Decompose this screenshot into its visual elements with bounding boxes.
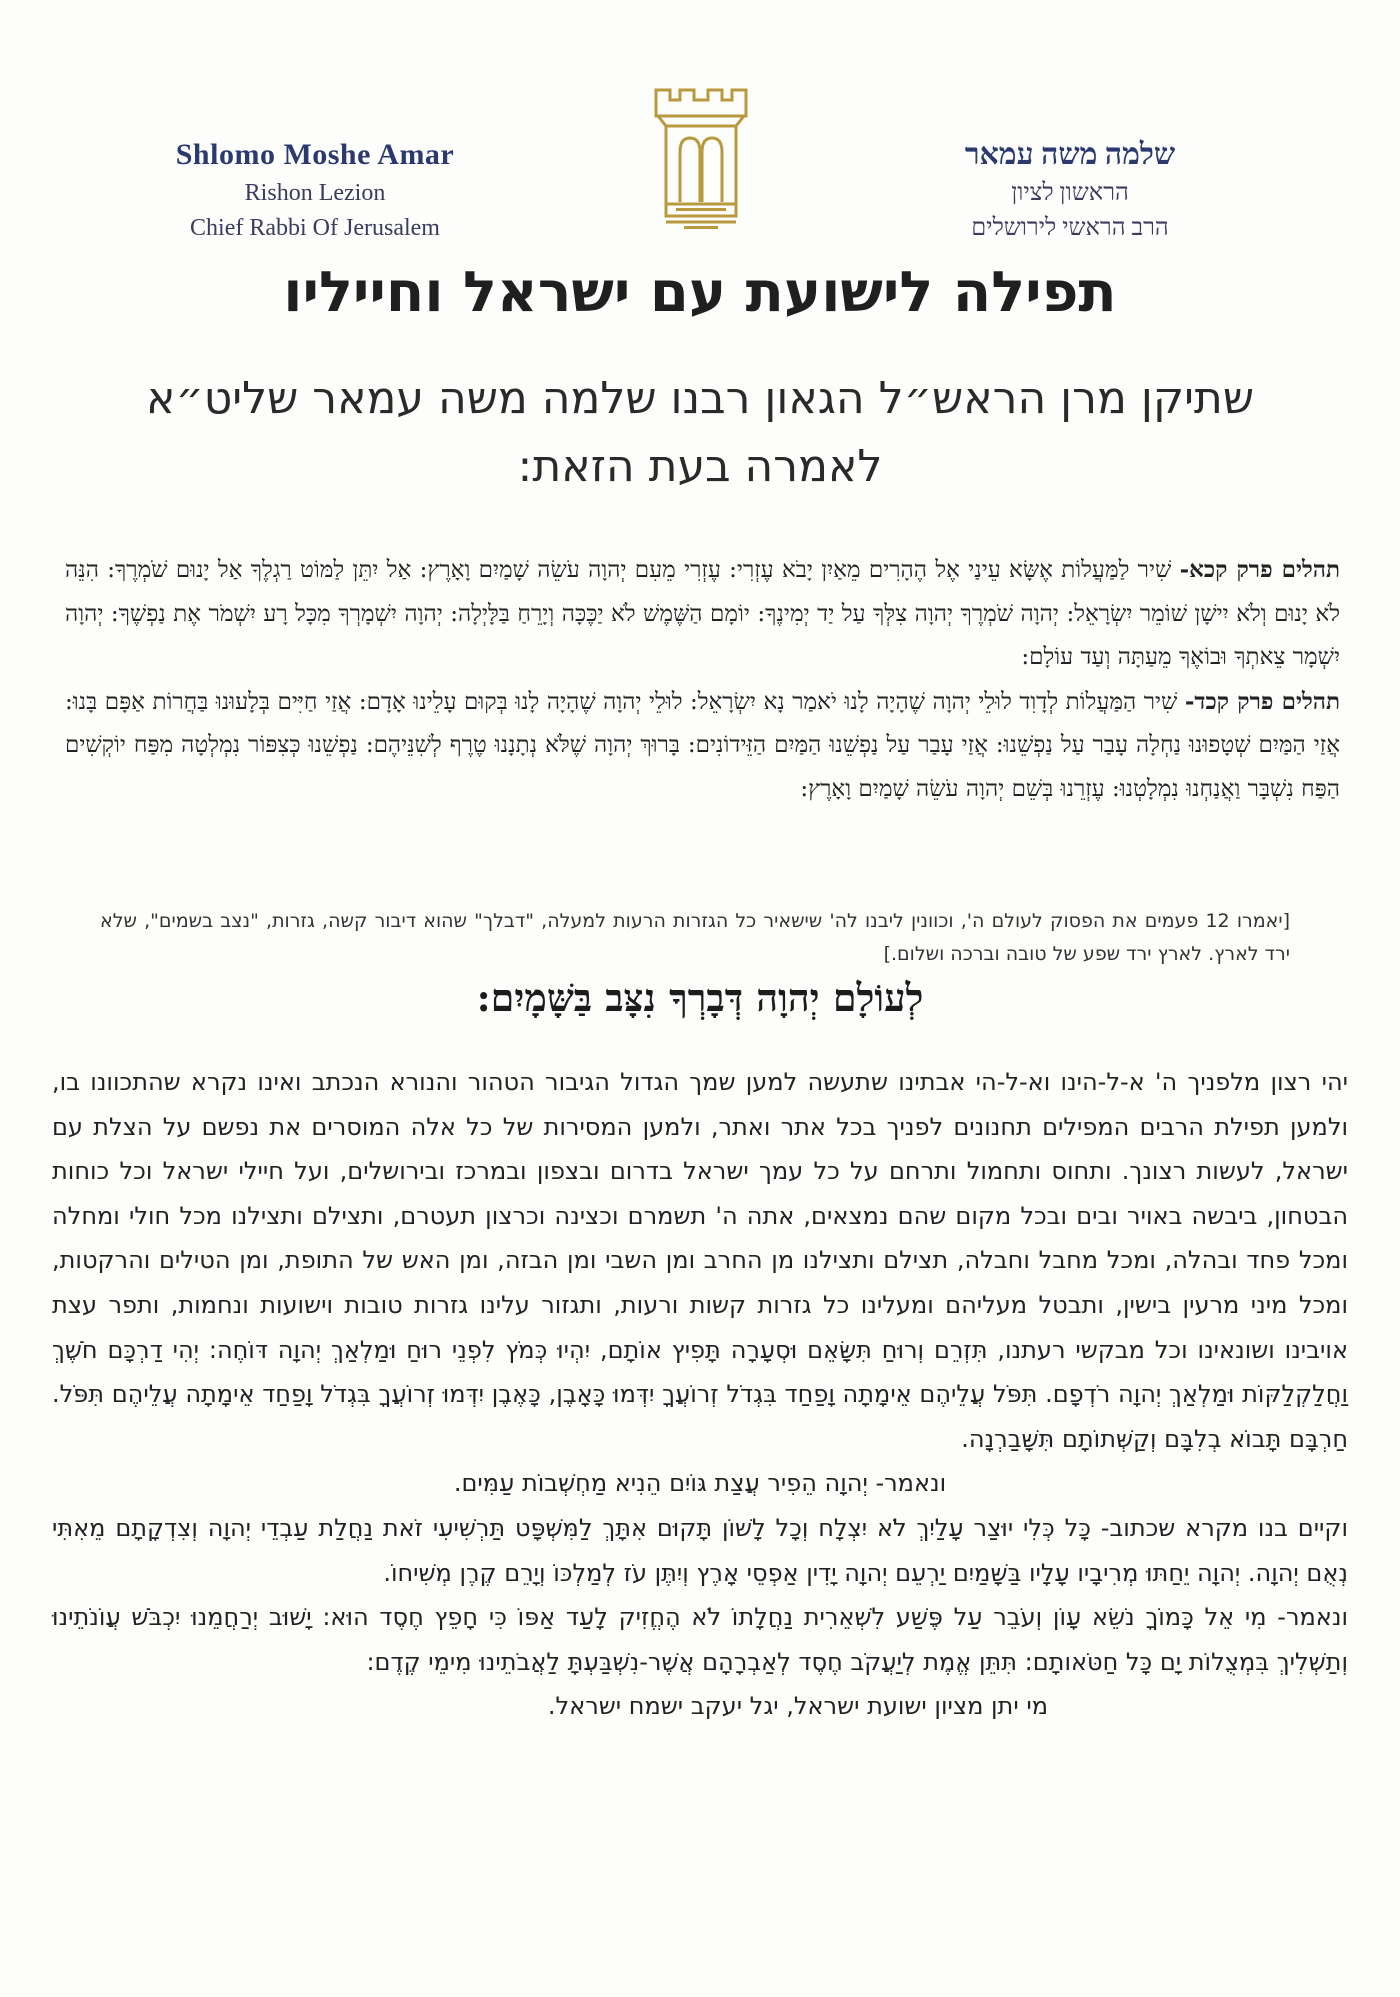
psalms-section [65,548,1340,811]
psalm-121 [65,548,1340,680]
prayer-paragraph-1: יהי רצון מלפניך ה' א-ל-הינו וא-ל-הי אבתינו שתעשה למען שמך הגדול הגיבור הטהור והנורא הנכתב ואינו נקרא שהתכוונו בו, ולמען תפילת הרבים המפילים תחנונים לפניך בכל אתר ואתר, ולמען המסירות של כל אלה המוסרים את נפשם על הצלת עם ישראל, לעשות רצונך. ותחוס ותחמול ותרחם על כל עמך ישראל בדרום ובצפון ובמרכז ובירושלים, ועל חיילי ישראל וכל כוחות הבטחון, ביבשה באויר ובים ובכל מקום שהם נמצאים, אתה ה' תשמרם וכצינה וכרצון תעטרם, ותצילם ותצילנו מכל חולי ומחלה ומכל פחד ובהלה, ומכל מחבל וחבלה, תצילם ותצילנו מן החרב ומן השבי ומן הבזה, ומן האש של התופת, ומן הטילים והרקטות, ומכל מיני מרעין בישין, ותבטל מעליהם ומעלינו כל גזרות קשות ורעות, ותגזור עלינו גזרות טובות וישועות ונחמות, ותפר עצת אויבינו ושונאינו וכל מבקשי רעתנו, תִּזְרֵם וְרוּחַ תִּשָּׂאֵם וּסְעָרָה תָּפִיץ אוֹתָם, יִהְיוּ כְּמֹץ לִפְנֵי רוּחַ וּמַלְאַךְ יְהוָה דּוֹחֶה: יְהִי דַרְכָּם חֹשֶׁךְ וַחֲלַקְלַקּוֹת וּמַלְאַךְ יְהוָה רֹדְפָם. תִּפֹּל עֲלֵיהֶם אֵימָתָה וָפַחַד בִּגְדֹל זְרוֹעֲךָ יִדְּמוּ כָּאָבֶן, כָּאֶבֶן יִדְּמוּ זְרוֹעֲךָ בִּגְדֹל וָפַחַד אֵימָתָה עֲלֵיהֶם תִּפֹּל. חַרְבָּם תָּבוֹא בְלִבָּם וְקַשְּׁתוֹתָם תִּשָּׁבַרְנָה. [52,1068,1348,1453]
prayer-paragraph-5: מי יתן מציון ישועת ישראל, יגל יעקב ישמח ישראל. [547,1692,1048,1721]
prayer-body [52,1060,1348,1729]
featured-verse: לְעוֹלָם יְהוָה דְּבָרְךָ נִצָּב בַּשָּׁמָיִם: [476,975,924,1020]
letterhead [0,0,1400,250]
tower-seal-icon [636,82,766,242]
recitation-instruction: [יאמרו 12 פעמים את הפסוק לעולם ה', וכוונין ליבנו לה' שישאיר כל הגזרות הרעות למעלה, "דבלך" שהוא דיבור קשה, גזרות, "נצב בשמים", שלא ירד לארץ. לארץ ירד שפע של טובה וברכה ושלום.] [100,910,1290,965]
psalm-121-text: שִׁיר לַמַּעֲלוֹת אֶשָּׂא עֵינַי אֶל הֶהָרִים מֵאַיִן יָבֹא עֶזְרִי: עֶזְרִי מֵעִם יְהוָה עֹשֵׂה שָׁמַיִם וָאָרֶץ: אַל יִתֵּן לַמּוֹט רַגְלֶךָ אַל יָנוּם שֹׁמְרֶךָ: הִנֵּה לֹא יָנוּם וְלֹא יִישָׁן שׁוֹמֵר יִשְׂרָאֵל: יְהוָה שֹׁמְרֶךָ יְהוָה צִלְּךָ עַל יַד יְמִינֶךָ: יוֹמָם הַשֶּׁמֶשׁ לֹא יַכֶּכָּה וְיָרֵחַ בַּלָּיְלָה: יְהוָה יִשְׁמָרְךָ מִכָּל רָע יִשְׁמֹר אֶת נַפְשֶׁךָ: יְהוָה יִשְׁמָר צֵאתְךָ וּבוֹאֶךָ מֵעַתָּה וְעַד עוֹלָם: [65,557,1340,670]
rabbi-title-hebrew-1: הראשון לציון [1011,180,1129,206]
rabbi-title-english-1: Rishon Lezion [244,180,386,206]
prayer-paragraph-4: ונאמר- מִי אֵל כָּמוֹךָ נֹשֵׂא עָוֹן וְעֹבֵר עַל פֶּשַׁע לִשְׁאֵרִית נַחֲלָתוֹ לֹא הֶחֱזִיק לָעַד אַפּוֹ כִּי חָפֵץ חֶסֶד הוּא: יָשׁוּב יְרַחֲמֵנוּ יִכְבֹּשׁ עֲוֹנֹתֵינוּ וְתַשְׁלִיךְ בִּמְצֻלוֹת יָם כָּל חַטֹּאותָם: תִּתֵּן אֱמֶת לְיַעֲקֹב חֶסֶד לְאַבְרָהָם אֲשֶׁר-נִשְׁבַּעְתָּ לַאֲבֹתֵינוּ מִימֵי קֶדֶם: [52,1603,1348,1676]
rabbi-name-hebrew: שלמה משה עמאר [964,138,1176,171]
psalm-124 [65,680,1340,812]
page-title: תפילה לישועת עם ישראל וחייליו [283,260,1117,325]
page-subtitle [100,365,1300,501]
psalm-124-label: תהלים פרק קכד- [1184,687,1340,715]
prayer-paragraph-3: וקיים בנו מקרא שכתוב- כָּל כְּלִי יוּצַר עָלַיִךְ לֹא יִצְלָח וְכָל לָשׁוֹן תָּקוּם אִתָּךְ לַמִּשְׁפָּט תַּרְשִׁיעִי זֹאת נַחֲלַת עַבְדֵי יְהוָה וְצִדְקָתָם מֵאִתִּי נְאֻם יְהוָה. יְהוָה יֵחַתּוּ מְרִיבָיו עָלָיו בַּשָּׁמַיִם יַרְעֵם יְהוָה יָדִין אַפְסֵי אָרֶץ וְיִתֶּן עֹז לְמַלְכּוֹ וְיָרֵם קֶרֶן מְשִׁיחוֹ. [52,1513,1348,1587]
prayer-paragraph-2: ונאמר- יְהוָה הֵפִיר עֲצַת גּוֹיִם הֵנִיא מַחְשְׁבוֹת עַמִּים. [453,1469,947,1498]
rabbi-title-english-2: Chief Rabbi Of Jerusalem [190,215,440,241]
psalm-121-label: תהלים פרק קכא- [1179,556,1340,583]
subtitle-line-1: שתיקן מרן הראש״ל הגאון רבנו שלמה משה עמאר שליט״א [145,373,1255,424]
letterhead-hebrew [910,138,1230,242]
rabbi-title-hebrew-2: הרב הראשי לירושלים [971,215,1169,241]
psalm-124-text: שִׁיר הַמַּעֲלוֹת לְדָוִד לוּלֵי יְהוָה שֶׁהָיָה לָנוּ יֹאמַר נָא יִשְׂרָאֵל: לוּלֵי יְהוָה שֶׁהָיָה לָנוּ בְּקוּם עָלֵינוּ אָדָם: אֲזַי חַיִּים בְּלָעוּנוּ בַּחֲרוֹת אַפָּם בָּנוּ: אֲזַי הַמַּיִם שְׁטָפוּנוּ נַחְלָה עָבַר עַל נַפְשֵׁנוּ: אֲזַי עָבַר עַל נַפְשֵׁנוּ הַמַּיִם הַזֵּידוֹנִים: בָּרוּךְ יְהוָה שֶׁלֹּא נְתָנָנוּ טֶרֶף לְשִׁנֵּיהֶם: נַפְשֵׁנוּ כְּצִפּוֹר נִמְלְטָה מִפַּח יוֹקְשִׁים הַפַּח נִשְׁבָּר וַאֲנַחְנוּ נִמְלָטְנוּ: עֶזְרֵנוּ בְּשֵׁם יְהוָה עֹשֵׂה שָׁמַיִם וָאָרֶץ: [65,688,1340,802]
letterhead-english [150,138,480,242]
rabbi-name-english: Shlomo Moshe Amar [175,138,455,171]
subtitle-line-2: לאמרה בעת הזאת: [517,441,883,492]
